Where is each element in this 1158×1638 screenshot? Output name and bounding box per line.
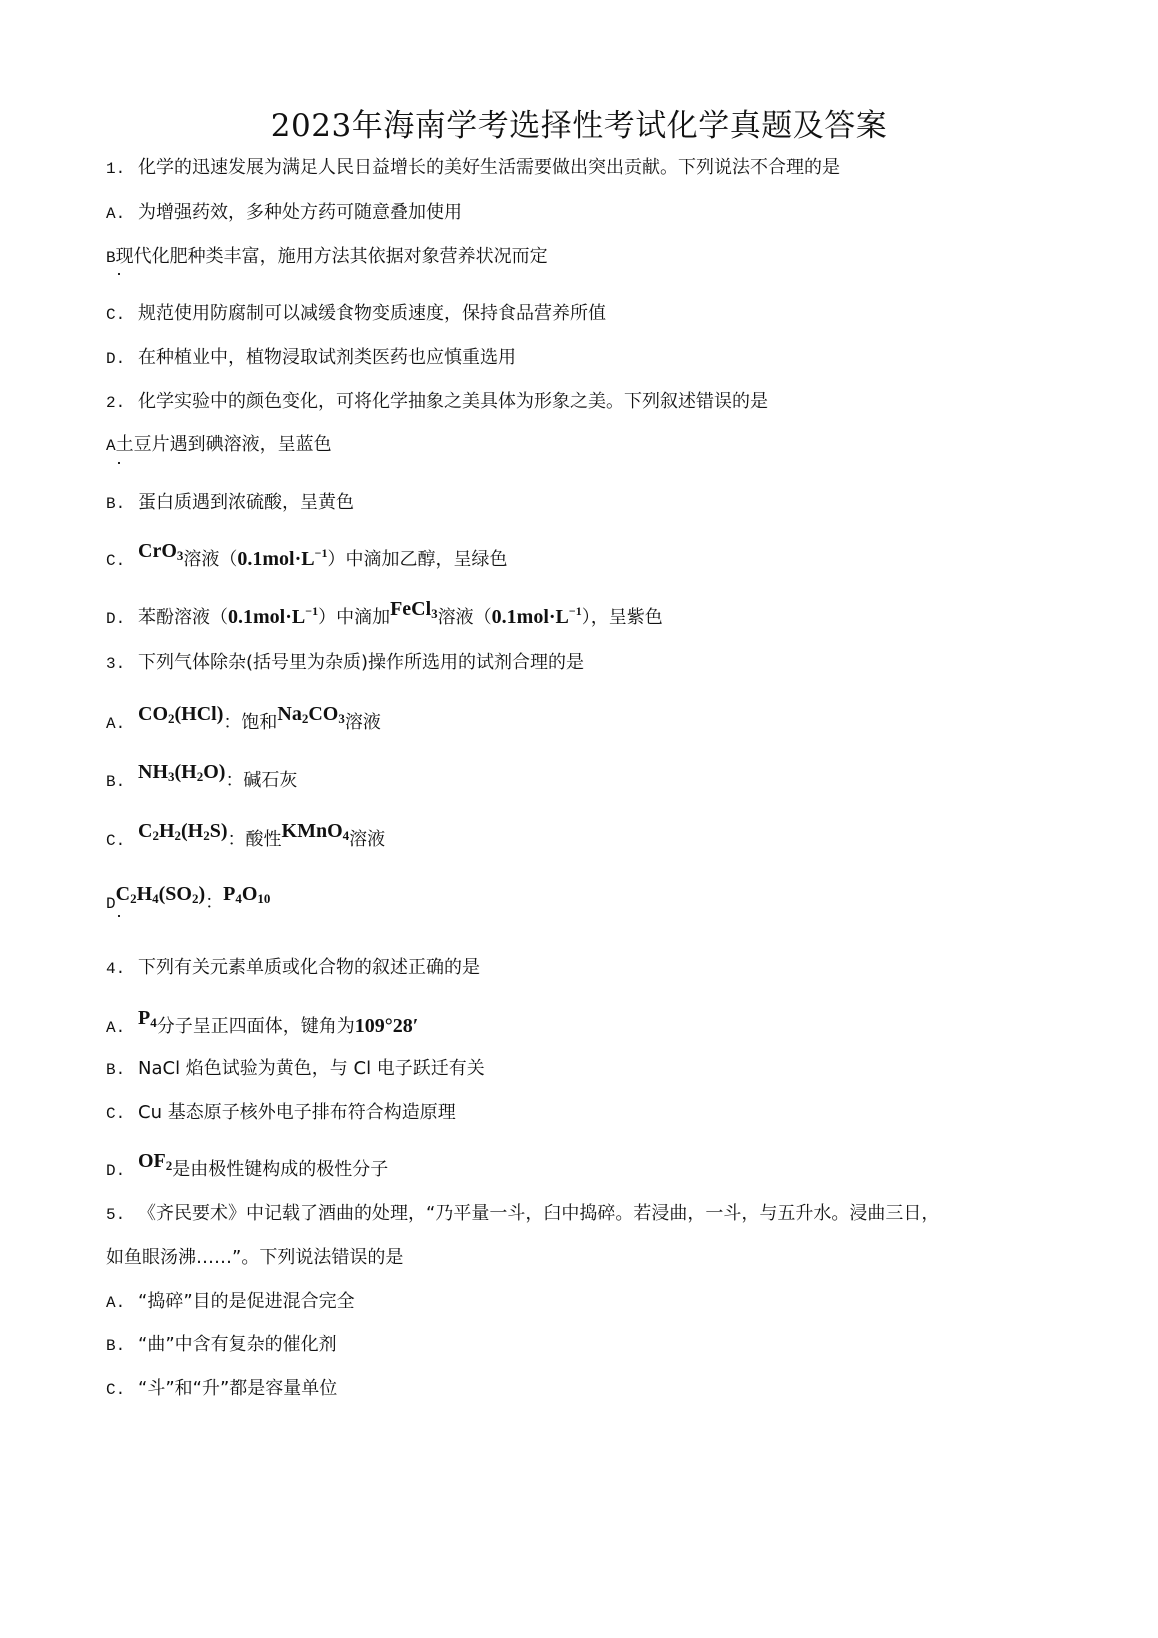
question-5-stem-cont: 如鱼眼汤沸……”。下列说法错误的是 bbox=[106, 1247, 404, 1268]
marker-dot bbox=[118, 915, 120, 917]
marker-dot bbox=[118, 462, 120, 464]
option-mark: B. bbox=[106, 1337, 126, 1355]
q3-option-d: $DC_2H_4(SO_2)$：$P_4O_{10}$ bbox=[106, 883, 271, 913]
q4-option-b: B. NaCl 焰色试验为黄色，与 Cl 电子跃迁有关 bbox=[106, 1058, 485, 1079]
q3-option-c: C. $C_2H_2(H_2S)$：酸性KMnO$_4$溶液 bbox=[106, 820, 386, 850]
option-mark: C. bbox=[106, 1381, 126, 1399]
formula-p4o10: $P_4O_{10}$ bbox=[223, 883, 271, 906]
q2-option-b: B. 蛋白质遇到浓硫酸，呈黄色 bbox=[106, 492, 354, 513]
q5-option-c: C. “斗”和“升”都是容量单位 bbox=[106, 1378, 338, 1399]
question-number: 1. bbox=[106, 160, 126, 178]
formula-concentration: $0.1mol\cdot L^{-1}$ bbox=[237, 546, 328, 570]
formula-concentration: $0.1mol\cdot L^{-1}$ bbox=[228, 604, 319, 628]
option-mark: C. bbox=[106, 552, 126, 570]
option-mark: D bbox=[106, 895, 116, 913]
q5-option-a: A. “捣碎”目的是促进混合完全 bbox=[106, 1291, 355, 1312]
question-2-stem: 2. 化学实验中的颜色变化，可将化学抽象之美具体为形象之美。下列叙述错误的是 bbox=[106, 391, 768, 412]
q4-option-d: D. $OF_2$是由极性键构成的极性分子 bbox=[106, 1150, 389, 1180]
option-mark: C. bbox=[106, 306, 126, 324]
formula-co2-hcl: $CO_2(HCl)$ bbox=[138, 703, 224, 726]
option-mark: B bbox=[106, 249, 116, 267]
option-mark: B. bbox=[106, 1061, 126, 1079]
q1-option-c: C. 规范使用防腐制可以减缓食物变质速度，保持食品营养所值 bbox=[106, 303, 606, 324]
q1-option-b: B现代化肥种类丰富，施用方法其依据对象营养状况而定 bbox=[106, 246, 548, 267]
question-number: 5. bbox=[106, 1206, 126, 1224]
option-mark: D. bbox=[106, 1162, 126, 1180]
option-mark: C. bbox=[106, 1105, 126, 1123]
q4-option-a: A. $P_4$分子呈正四面体，键角为109°28′ bbox=[106, 1007, 419, 1037]
question-3-stem: 3. 下列气体除杂(括号里为杂质)操作所选用的试剂合理的是 bbox=[106, 652, 585, 673]
formula-concentration: $0.1mol\cdot L^{-1}$ bbox=[491, 604, 582, 628]
q1-option-d: D. 在种植业中，植物浸取试剂类医药也应慎重选用 bbox=[106, 347, 516, 368]
bond-angle: 109°28′ bbox=[354, 1015, 419, 1037]
q2-option-d: D. 苯酚溶液$(0.1mol\cdot L^{-1})$中滴加FeCl$_3$溶液$(0.1mol\cdot L^{-1})$，呈紫色 bbox=[106, 598, 663, 628]
option-mark: B. bbox=[106, 495, 126, 513]
option-mark: A. bbox=[106, 1019, 126, 1037]
q2-option-a: A土豆片遇到碘溶液，呈蓝色 bbox=[106, 434, 332, 455]
marker-dot bbox=[118, 273, 120, 275]
option-mark: D. bbox=[106, 350, 126, 368]
formula-fecl3: FeCl$_3$ bbox=[390, 598, 438, 621]
option-mark: B. bbox=[106, 773, 126, 791]
q4-option-c: C. Cu 基态原子核外电子排布符合构造原理 bbox=[106, 1102, 456, 1123]
formula-nh3-h2o: $NH_3(H_2O)$ bbox=[138, 761, 226, 784]
q2-option-c: C. CrO$_3$溶液$(0.1mol\cdot L^{-1})$中滴加乙醇，呈绿色 bbox=[106, 540, 508, 570]
q5-option-b: B. “曲”中含有复杂的催化剂 bbox=[106, 1334, 337, 1355]
formula-kmno4: KMnO$_4$ bbox=[281, 820, 350, 843]
question-number: 2. bbox=[106, 394, 126, 412]
option-mark: A. bbox=[106, 205, 126, 223]
option-mark: D. bbox=[106, 610, 126, 628]
formula-na2co3: $Na_2CO_3$ bbox=[277, 703, 345, 726]
question-number: 4. bbox=[106, 960, 126, 978]
question-number: 3. bbox=[106, 655, 126, 673]
formula-of2: $OF_2$ bbox=[138, 1150, 173, 1173]
option-mark: A. bbox=[106, 715, 126, 733]
option-mark: C. bbox=[106, 832, 126, 850]
formula-p4: $P_4$ bbox=[138, 1007, 157, 1030]
question-5-stem: 5. 《齐民要术》中记载了酒曲的处理，“乃平量一斗，臼中捣碎。若浸曲，一斗，与五升水。浸曲三日， bbox=[106, 1203, 940, 1224]
option-mark: A. bbox=[106, 1294, 126, 1312]
question-1-stem: 1. 化学的迅速发展为满足人民日益增长的美好生活需要做出突出贡献。下列说法不合理的是 bbox=[106, 157, 840, 178]
q3-option-b: B. $NH_3(H_2O)$：碱石灰 bbox=[106, 761, 298, 791]
q1-option-a: A. 为增强药效，多种处方药可随意叠加使用 bbox=[106, 202, 462, 223]
q3-option-a: A. $CO_2(HCl)$：饱和$Na_2CO_3$溶液 bbox=[106, 703, 381, 733]
option-mark: A bbox=[106, 437, 116, 455]
formula-cro3: CrO$_3$ bbox=[138, 540, 184, 563]
question-4-stem: 4. 下列有关元素单质或化合物的叙述正确的是 bbox=[106, 957, 480, 978]
document-title: 2023年海南学考选择性考试化学真题及答案 bbox=[270, 108, 888, 144]
formula-c2h2-h2s: $C_2H_2(H_2S)$ bbox=[138, 820, 228, 843]
formula-c2h4-so2: $C_2H_4(SO_2)$ bbox=[115, 883, 206, 906]
